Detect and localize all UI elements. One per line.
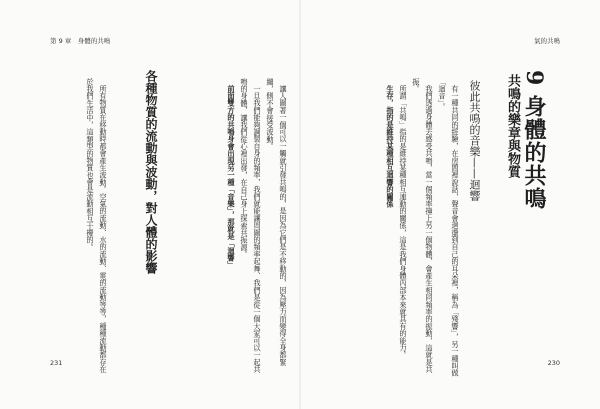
section-heading: 彼此共鳴的音樂——迴響 <box>468 80 481 201</box>
right-paragraph-1: 有一種共同的經驗，在房間裡說話，聲音會迴盪到自己的耳朵裡，稱為「殘響」，另一種叫做「迴音」。 <box>438 78 460 377</box>
right-bold-phrase: 生存，指的是維持某種相互迴響的關係 <box>386 85 395 208</box>
chapter-subtitle: 共鳴的樂章與物質 <box>505 74 520 178</box>
book-gutter <box>299 0 301 409</box>
left-tail-paragraph: 所有物質在移動時都會產生波動。空氣的流動、水的流動、電的流動等等，種種流動都存在於我們生活中，這類型的物質也會是流動相互干擾的。 <box>86 78 108 374</box>
right-paragraph-3: 所謂「共鳴」指的是維持某種相互連動的關係，這是我們身體內部本來就具有的能力。 <box>399 85 408 359</box>
right-page-number: 230 <box>547 359 560 367</box>
right-body-text <box>312 78 462 378</box>
right-paragraph-2: 我們透過身體去感受共鳴，當一個頻率撞上另一個物體，會產生相同頻率的振動，這就是共振。 <box>412 78 434 374</box>
left-page-number: 231 <box>50 359 63 367</box>
left-running-head: 第 9 章 身體的共鳴 <box>50 37 111 45</box>
left-body-text <box>178 78 290 378</box>
left-tail-text <box>52 78 110 378</box>
right-running-head: 氣的共鳴 <box>534 37 560 45</box>
left-paragraph-2: 一旦我們能夠調製自身的頻率，我們就能讓周圍的頻率起舞、我們是從一個大家可以一起共鳴的身體，讓我們從心裡出發，在自己身上探索共振源。 <box>240 78 262 374</box>
left-sub-heading: 各種物質的流動與波動，對人體的影響 <box>144 70 158 274</box>
chapter-title: 9 身體的共鳴 <box>521 70 547 210</box>
left-paragraph-1: 讓人圍著一個可以一觸就引發共鳴的，是因為它們是不移動的，因為壓力而變得全身都緊繃，側不會接受波動。 <box>266 78 288 366</box>
left-bold-line: 前面雙方的共鳴身會出現另一種「音樂」，那就是「迴響」 <box>227 85 236 269</box>
